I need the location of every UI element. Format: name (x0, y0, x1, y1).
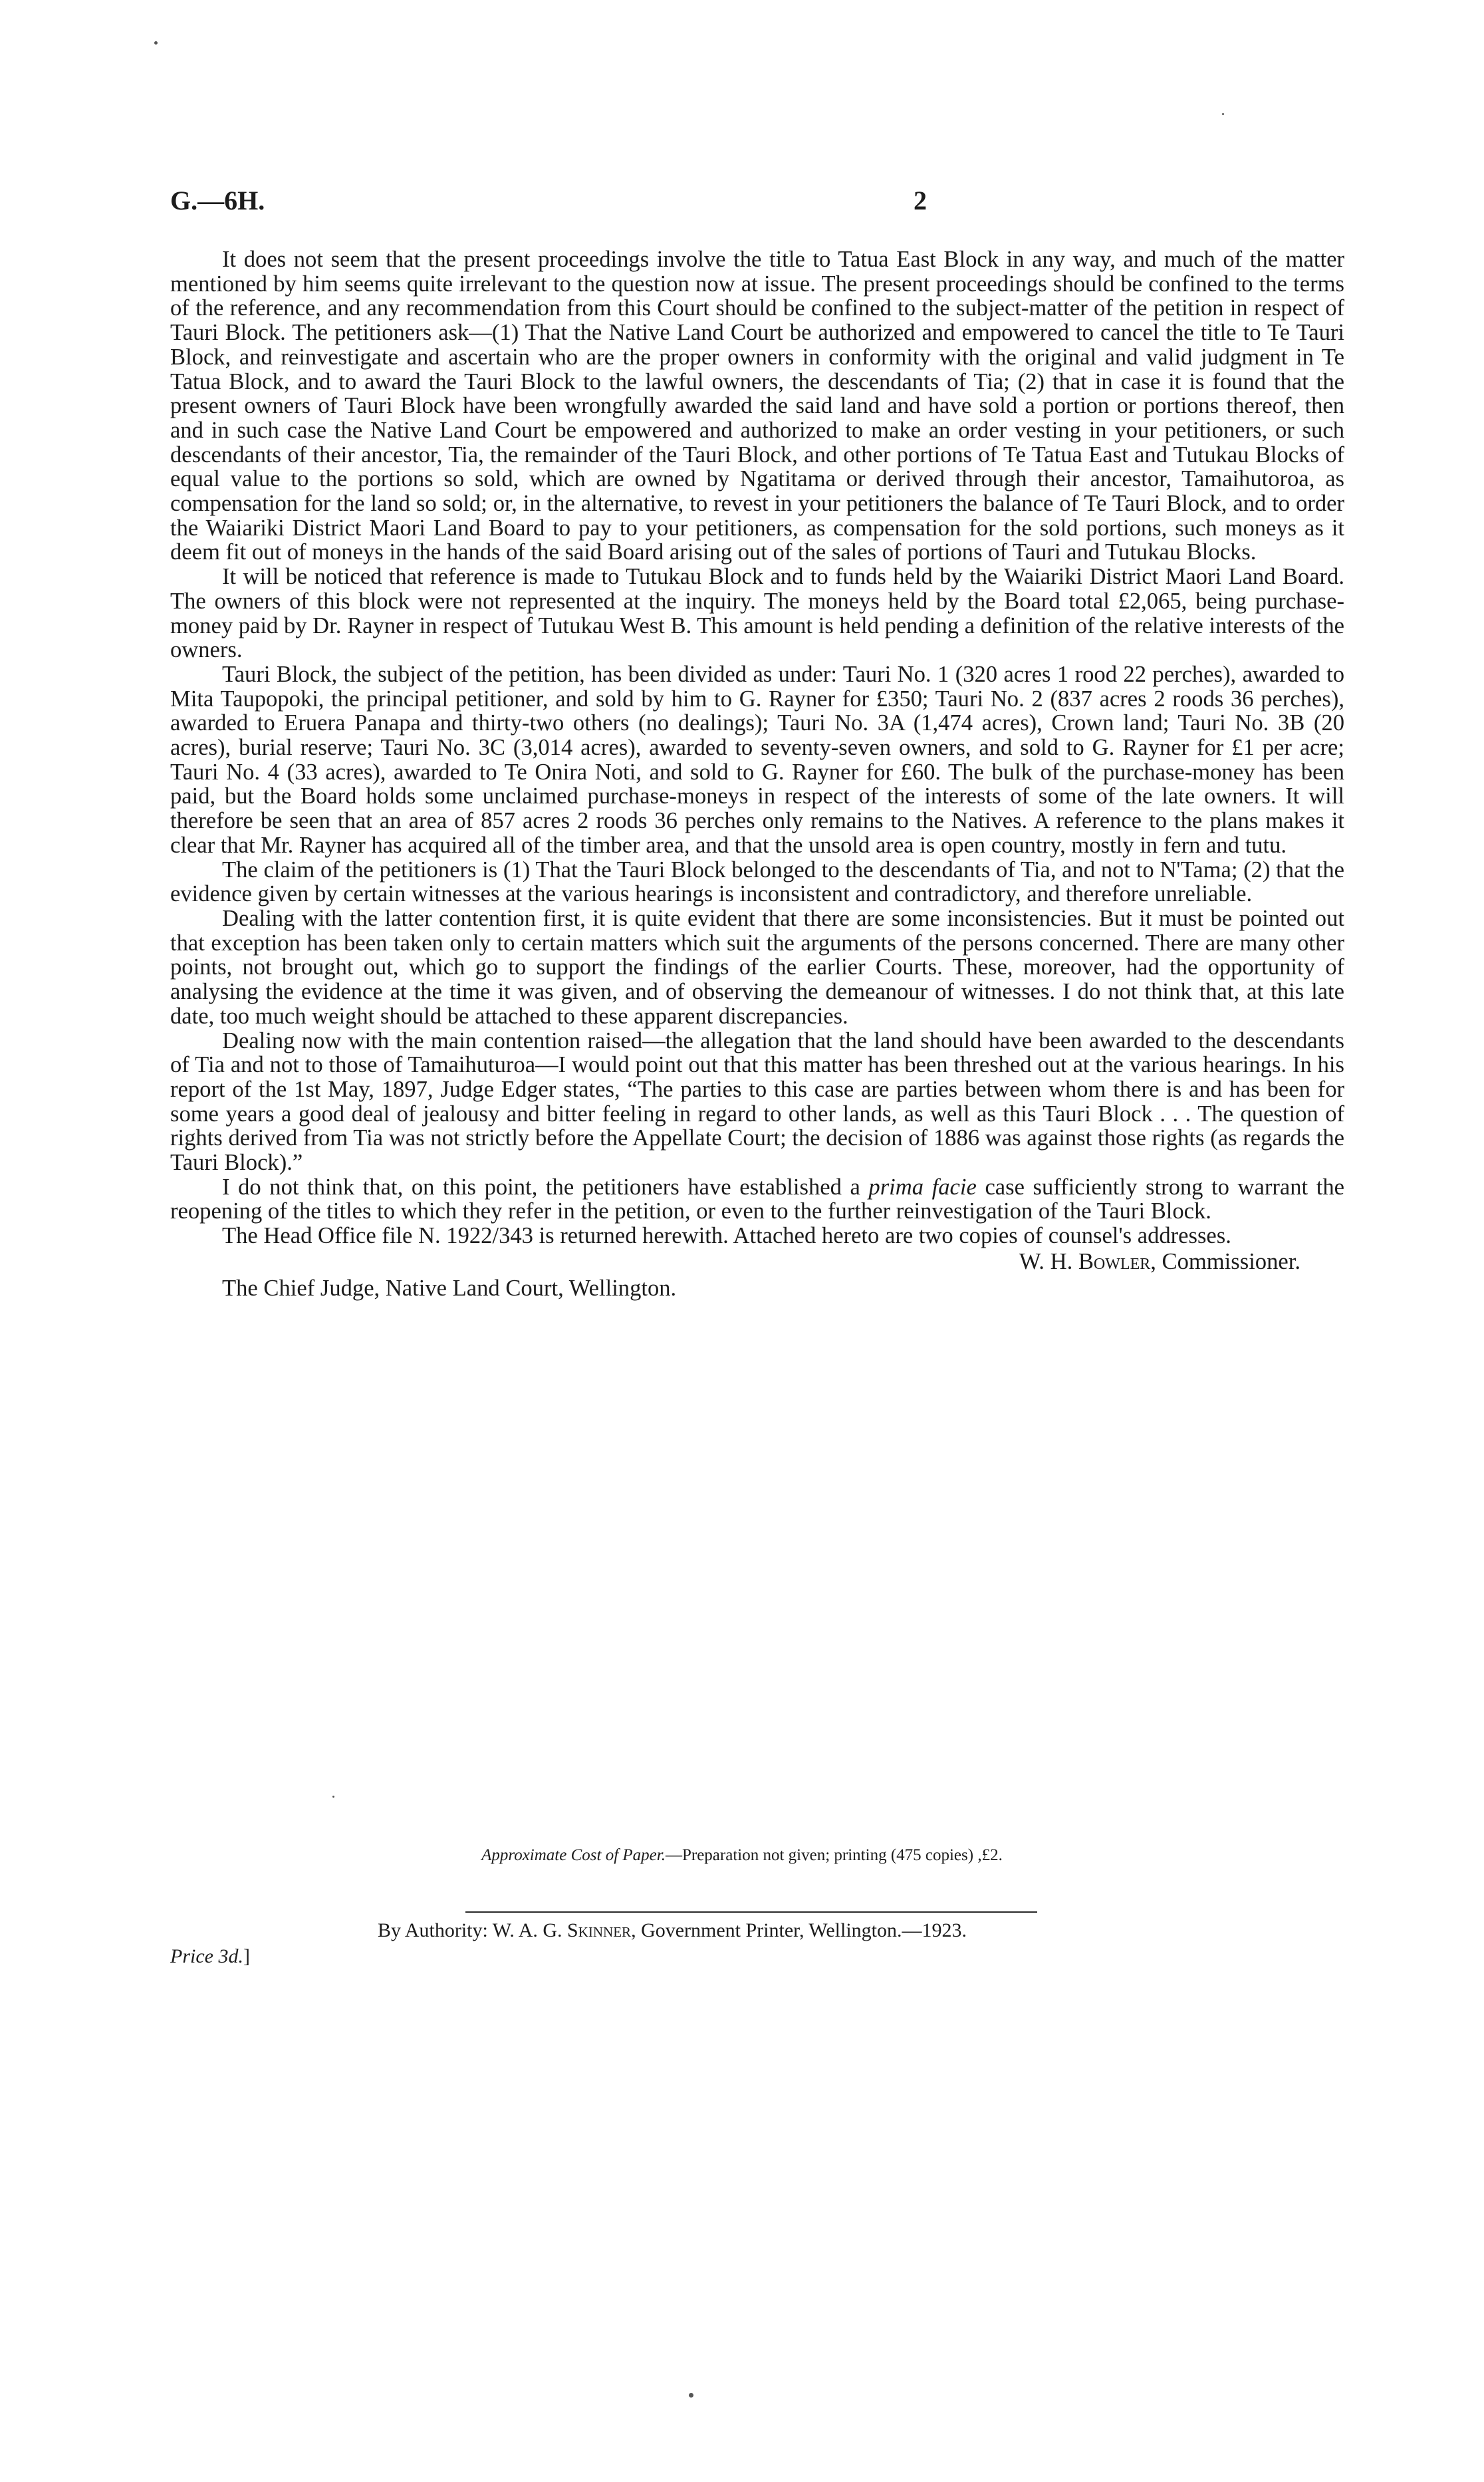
report-body (170, 247, 1344, 1301)
scan-speck (689, 2393, 693, 2398)
commissioner-signature (1019, 1250, 1300, 1274)
cost-text: —Preparation not given; printing (475 copies) ,£2. (665, 1846, 1003, 1864)
prima-facie-after: case sufficiently strong to warrant the reopening of the titles to which they refer in the petition, or even to the further reinvestigation of the Tauri Block. (170, 1174, 1344, 1224)
scan-speck (332, 1796, 334, 1798)
paragraph: It will be noticed that reference is made to Tutukau Block and to funds held by the Waiariki District Maori Land Board. The owners of this block were not represented at the inquiry. The moneys held by the Board total £2,065, being purchase-money paid by Dr. Rayner in respect of Tutukau West B. This amount is held pending a definition of the relative interests of the owners. (170, 564, 1344, 663)
price-note (170, 1945, 250, 1968)
prima-facie-italic: prima facie (868, 1174, 977, 1200)
price-bracket: ] (243, 1945, 250, 1967)
signature-surname: Bowler (1078, 1248, 1151, 1274)
cost-label: Approximate Cost of Paper. (481, 1846, 666, 1864)
divider-rule (465, 1911, 1037, 1913)
signature-initials: W. H. (1019, 1248, 1078, 1274)
prima-facie-before: I do not think that, on this point, the petitioners have established a (222, 1174, 869, 1200)
page-number: 2 (914, 186, 927, 215)
page-header (170, 185, 1347, 225)
paragraph: Tauri Block, the subject of the petition, has been divided as under: Tauri No. 1 (320 acres 1 rood 22 perches), awarded to Mita Taupopoki, the principal petitioner, and sold by him to G. Rayner for £350; Tauri No. 2 (837 acres 2 roods 36 perches), awarded to Eruera Panapa and thirty-two others (no dealings); Tauri No. 3A (1,474 acres), Crown land; Tauri No. 3B (20 acres), burial reserve; Tauri No. 3C (3,014 acres), awarded to seventy-seven owners, and sold to G. Rayner for £1 per acre; Tauri No. 4 (33 acres), awarded to Te Onira Noti, and sold to G. Rayner for £60. The bulk of the purchase-money has been paid, but the Board holds some unclaimed purchase-moneys in respect of the interests of some of the late owners. It will therefore be seen that an area of 857 acres 2 roods 36 perches only remains to the Natives. A reference to the plans makes it clear that Mr. Rayner has acquired all of the timber area, and that the unsold area is open country, mostly in fern and tutu. (170, 661, 1344, 858)
paragraph: Dealing now with the main contention raised—the allegation that the land should have been awarded to the descendants of Tia and not to those of Tamaihuturoa—I would point out that this matter has been threshed out at the various hearings. In his report of the 1st May, 1897, Judge Edger states, “The parties to this case are parties between whom there is and has been for some years a good deal of jealousy and bitter feeling in regard to other lands, as well as this Tauri Block . . . The question of rights derived from Tia was not strictly before the Appellate Court; the decision of 1886 was against those rights (as regards the Tauri Block).” (170, 1028, 1344, 1176)
printer-imprint (378, 1919, 967, 1942)
cost-of-paper-note (0, 1846, 1484, 1865)
paragraph-prima-facie (170, 1175, 1344, 1224)
paragraph: The claim of the petitioners is (1) That the Tauri Block belonged to the descendants of Tia, and not to N'Tama; (2) that the evidence given by certain witnesses at the various hearings is inconsistent and contradictory, and therefore unreliable. (170, 857, 1344, 907)
addressee: The Chief Judge, Native Land Court, Wellington. (222, 1275, 677, 1301)
paragraph: It does not seem that the present proceedings involve the title to Tatua East Block in any way, and much of the matter mentioned by him seems quite irrelevant to the question now at issue. The present proceedings should be confined to the terms of the reference, and any recommendation from this Court should be confined to the subject-matter of the petition in respect of Tauri Block. The petitioners ask—(1) That the Native Land Court be authorized and empowered to cancel the title to Te Tauri Block, and reinvestigate and ascertain who are the proper owners in conformity with the original and valid judgment in Te Tatua Block, and to award the Tauri Block to the lawful owners, the descendants of Tia; (2) that in case it is found that the present owners of Tauri Block have been wrongfully awarded the said land and have sold a portion or portions thereof, then and in such case the Native Land Court be empowered and authorized to make an order vesting in your petitioners, or such descendants of their ancestor, Tia, the remainder of the Tauri Block, and other portions of Te Tatua East and Tutukau Blocks of equal value to the portions so sold, which are owned by Ngatitama or derived through their ancestor, Tamaihutoroa, as compensation for the land so sold; or, in the alternative, to revest in your petitioners the balance of Te Tauri Block, and to order the Waiariki District Maori Land Board to pay to your petitioners, as compensation for the sold portions, such moneys as it deem fit out of moneys in the hands of the said Board arising out of the sales of portions of Tauri and Tutukau Blocks. (170, 247, 1344, 565)
paragraph-final: The Head Office file N. 1922/343 is returned herewith. Attached hereto are two copies of counsel's addresses. (222, 1223, 1231, 1249)
imprint-prefix: By Authority: W. A. G. (378, 1919, 568, 1941)
document-reference: G.—6H. (170, 186, 265, 215)
signature-block (170, 1248, 1344, 1301)
price-text: Price 3d. (170, 1945, 243, 1967)
signature-title: , Commissioner. (1150, 1248, 1300, 1274)
scan-speck (154, 41, 158, 45)
printer-surname: Skinner (567, 1919, 632, 1941)
scan-speck (1222, 113, 1224, 115)
paragraph: Dealing with the latter contention first, it is quite evident that there are some inconsistencies. But it must be pointed out that exception has been taken only to certain matters which suit the arguments of the persons concerned. There are many other points, not brought out, which go to support the findings of the earlier Courts. These, moreover, had the opportunity of analysing the evidence at the time it was given, and of observing the demeanour of witnesses. I do not think that, at this late date, too much weight should be attached to these apparent discrepancies. (170, 905, 1344, 1029)
imprint-suffix: , Government Printer, Wellington.—1923. (631, 1919, 967, 1941)
